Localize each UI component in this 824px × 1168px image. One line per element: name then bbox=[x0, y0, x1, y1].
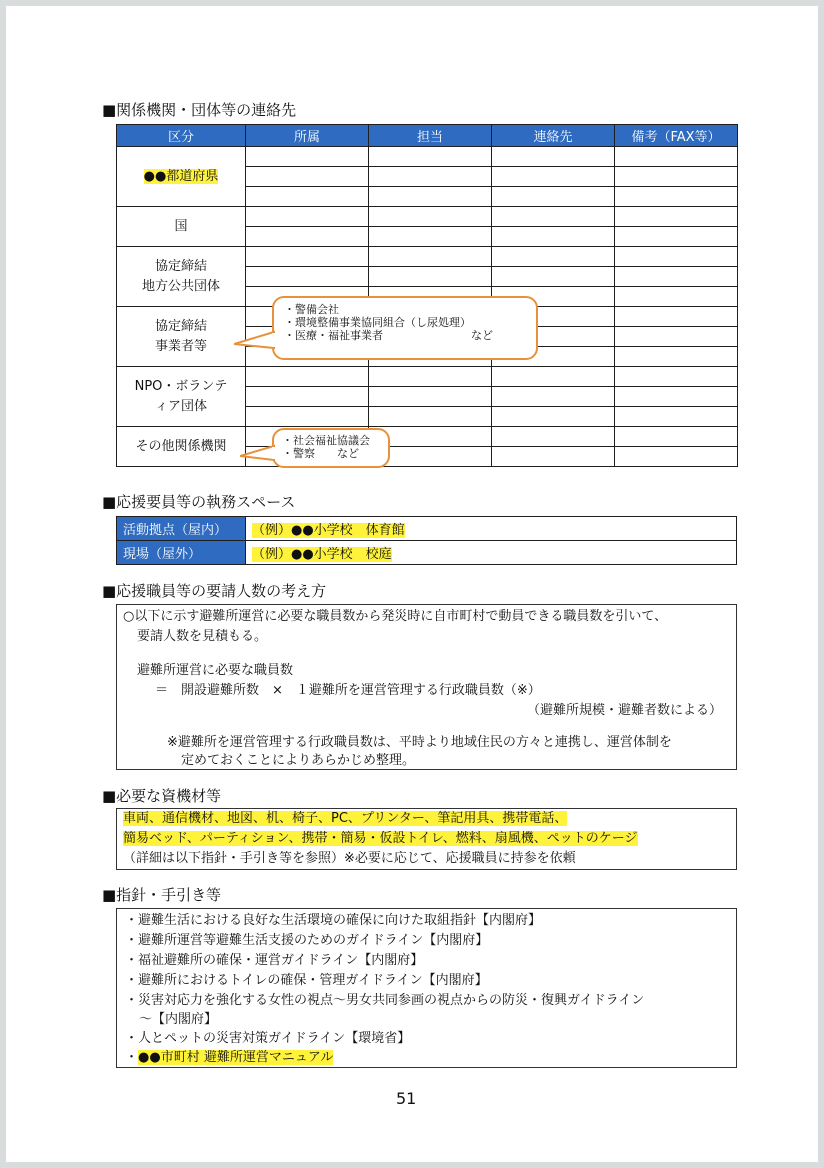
materials-line-3: （詳細は以下指針・手引き等を参照）※必要に応じて、応援職員に持参を依頼 bbox=[123, 851, 576, 866]
guideline-item-local-manual: ・●●市町村 避難所運営マニュアル bbox=[125, 1050, 334, 1065]
workspace-label-outdoor: 現場（屋外） bbox=[117, 541, 246, 565]
guideline-item: ・避難所におけるトイレの確保・管理ガイドライン【内閣府】 bbox=[125, 973, 488, 988]
materials-box bbox=[116, 808, 737, 870]
guideline-item-continuation: 〜【内閣府】 bbox=[139, 1012, 218, 1027]
workspace-section-title: ■応援要員等の執務スペース bbox=[102, 493, 296, 511]
category-prefecture: ●●都道府県 bbox=[117, 147, 246, 207]
category-business: 協定締結 事業者等 bbox=[117, 307, 246, 367]
workspace-row-outdoor bbox=[117, 541, 737, 565]
staffing-formula: ＝ 開設避難所数 × １避難所を運営管理する行政職員数（※） bbox=[155, 683, 541, 698]
workspace-value-outdoor: （例）●●小学校 校庭 bbox=[246, 541, 737, 565]
header-category: 区分 bbox=[117, 125, 246, 147]
materials-line-1: 車両、通信機材、地図、机、椅子、PC、プリンター、筆記用具、携帯電話、 bbox=[123, 811, 568, 826]
staffing-line-3: 避難所運営に必要な職員数 bbox=[137, 663, 294, 678]
workspace-label-indoor: 活動拠点（屋内） bbox=[117, 517, 246, 541]
category-other: その他関係機関 bbox=[117, 427, 246, 467]
guidelines-section-title: ■指針・手引き等 bbox=[102, 886, 222, 904]
staffing-box bbox=[116, 604, 737, 770]
staffing-line-2: 要請人数を見積もる。 bbox=[137, 629, 268, 644]
materials-line-2: 簡易ベッド、パーティション、携帯・簡易・仮設トイレ、燃料、扇風機、ペットのケージ bbox=[123, 831, 638, 846]
materials-section-title: ■必要な資機材等 bbox=[102, 787, 222, 805]
other-examples-callout: ・社会福祉協議会 ・警察 など bbox=[272, 428, 390, 468]
staffing-formula-note: （避難所規模・避難者数による） bbox=[526, 703, 722, 718]
workspace-row-indoor bbox=[117, 517, 737, 541]
header-affiliation: 所属 bbox=[246, 125, 369, 147]
guideline-item: ・災害対応力を強化する女性の視点〜男女共同参画の視点からの防災・復興ガイドライン bbox=[125, 993, 645, 1008]
header-person: 担当 bbox=[369, 125, 492, 147]
callout-pointer-2 bbox=[240, 444, 276, 464]
category-local-gov: 協定締結 地方公共団体 bbox=[117, 247, 246, 307]
guideline-item: ・福祉避難所の確保・運営ガイドライン【内閣府】 bbox=[125, 953, 424, 968]
contacts-section-title: ■関係機関・団体等の連絡先 bbox=[102, 101, 297, 119]
guideline-item: ・人とペットの災害対策ガイドライン【環境省】 bbox=[125, 1031, 411, 1046]
header-contact: 連絡先 bbox=[492, 125, 615, 147]
workspace-table bbox=[116, 516, 737, 565]
category-national: 国 bbox=[117, 207, 246, 247]
guideline-item: ・避難所運営等避難生活支援のためのガイドライン【内閣府】 bbox=[125, 933, 489, 948]
contacts-header-row bbox=[117, 125, 738, 147]
category-npo: NPO・ボランテ ィア団体 bbox=[117, 367, 246, 427]
header-remarks: 備考（FAX等） bbox=[615, 125, 738, 147]
staffing-line-1: ○以下に示す避難所運営に必要な職員数から発災時に自市町村で動員できる職員数を引いて、 bbox=[123, 609, 668, 624]
staffing-note-2: 定めておくことによりあらかじめ整理。 bbox=[181, 753, 416, 768]
staffing-section-title: ■応援職員等の要請人数の考え方 bbox=[102, 582, 327, 600]
staffing-note-1: ※避難所を運営管理する行政職員数は、平時より地域住民の方々と連携し、運営体制を bbox=[167, 735, 672, 750]
guidelines-box bbox=[116, 908, 737, 1068]
guideline-item: ・避難生活における良好な生活環境の確保に向けた取組指針【内閣府】 bbox=[125, 913, 542, 928]
page-number: 51 bbox=[396, 1089, 417, 1108]
business-examples-callout: ・警備会社 ・環境整備事業協同組合（し尿処理） ・医療・福祉事業者 など bbox=[272, 296, 538, 360]
callout-pointer-1 bbox=[234, 330, 276, 352]
workspace-value-indoor: （例）●●小学校 体育館 bbox=[246, 517, 737, 541]
